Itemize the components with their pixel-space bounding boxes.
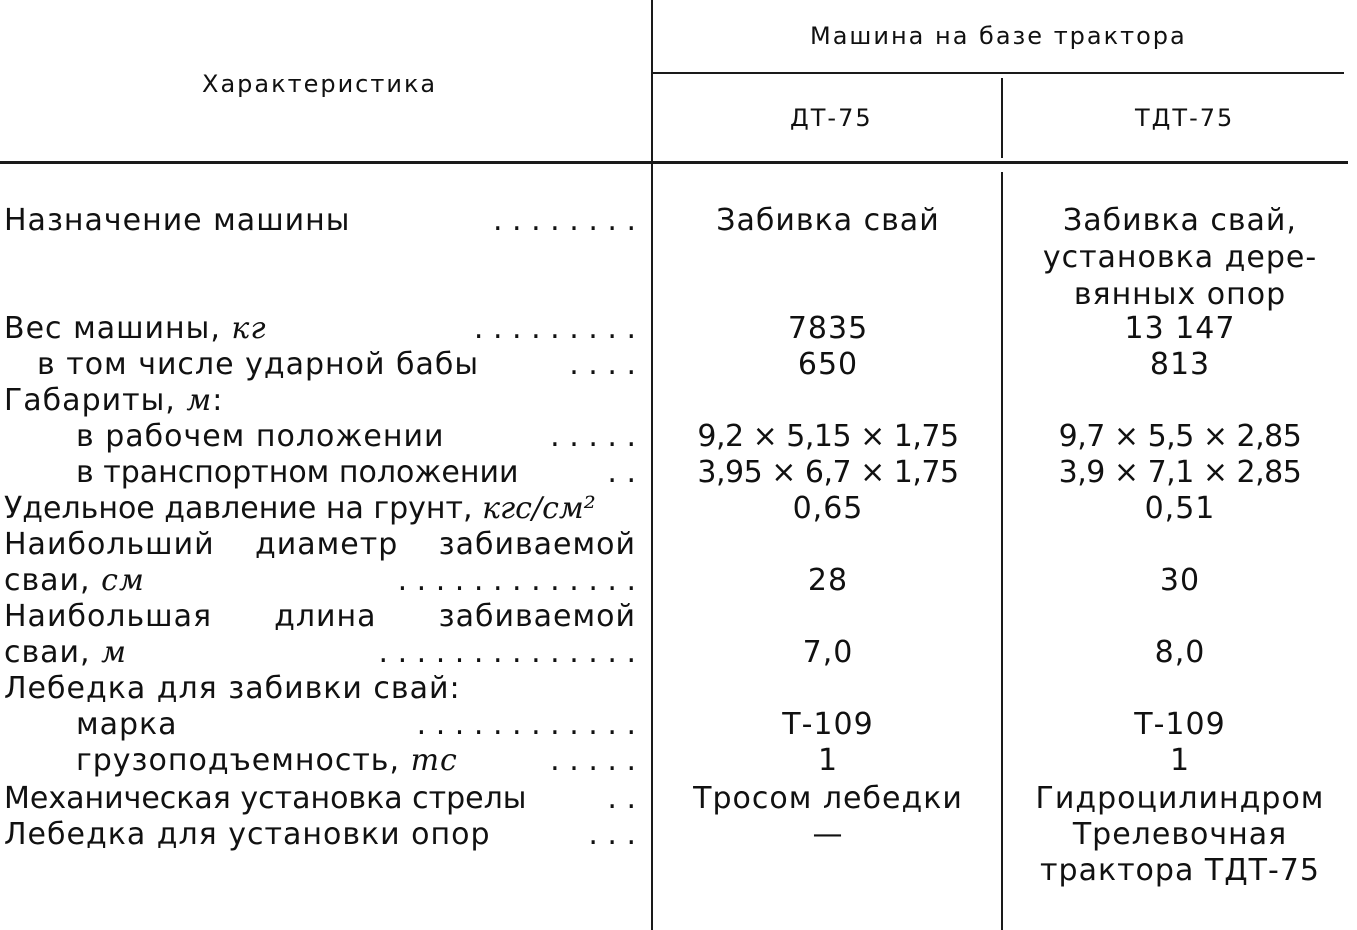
row-label: в рабочем положении . . . . . xyxy=(76,419,636,454)
row-value-tdt75: трактора ТДТ-75 xyxy=(1040,853,1320,888)
row-label: Вес машины, кг . . . . . . . . . xyxy=(4,311,636,346)
vertical-rule-columns-body xyxy=(1001,172,1003,930)
row-value-tdt75: Гидроцилиндром xyxy=(1035,781,1325,816)
row-label: сваи, м . . . . . . . . . . . . . . xyxy=(4,635,636,670)
row-value-dt75: 650 xyxy=(797,347,859,382)
row-value-tdt75: 9,7 × 5,5 × 2,85 xyxy=(1058,419,1302,454)
header-subdivider xyxy=(653,72,1344,74)
row-label: Лебедка для забивки свай: xyxy=(4,671,636,707)
row-value-tdt75: 13 147 xyxy=(1124,311,1236,346)
row-value-tdt75: 813 xyxy=(1149,347,1211,382)
row-value-tdt75: Т-109 xyxy=(1134,707,1226,742)
row-value-tdt75: 8,0 xyxy=(1154,635,1206,670)
header-characteristic: Характеристика xyxy=(202,70,438,98)
row-label: Габариты, м: xyxy=(4,383,636,419)
row-value-tdt75: Трелевочная xyxy=(1072,817,1288,852)
row-value-dt75: 1 xyxy=(817,743,839,778)
row-label: в транспортном положении . . xyxy=(76,455,636,490)
row-label: сваи, см . . . . . . . . . . . . . xyxy=(4,563,636,598)
header-column-tdt75: ТДТ-75 xyxy=(1135,104,1235,132)
row-value-tdt75: 30 xyxy=(1159,563,1201,598)
header-bottom-rule xyxy=(0,161,1348,164)
row-label: Механическая установка стрелы . . xyxy=(4,781,636,816)
row-value-dt75: 0,65 xyxy=(792,491,864,526)
header-column-dt75: ДТ-75 xyxy=(790,104,873,132)
row-label: Лебедка для установки опор . . . xyxy=(4,817,636,852)
row-label: Наибольшая длина забиваемой xyxy=(4,599,636,634)
row-value-dt75: Забивка свай xyxy=(716,203,940,238)
header-group: Машина на базе трактора xyxy=(810,22,1187,50)
row-value-dt75: Тросом лебедки xyxy=(693,781,963,816)
row-value-tdt75: установка дере- xyxy=(1042,240,1318,275)
row-label: в том числе ударной бабы . . . . xyxy=(37,347,636,382)
row-label: марка . . . . . . . . . . . . xyxy=(76,707,636,742)
vertical-rule-main xyxy=(651,0,653,930)
row-value-tdt75: 3,9 × 7,1 × 2,85 xyxy=(1058,455,1302,490)
row-label: Наибольший диаметр забиваемой xyxy=(4,527,636,562)
row-value-dt75: — xyxy=(812,817,844,852)
row-value-dt75: 7835 xyxy=(787,311,869,346)
row-value-dt75: 7,0 xyxy=(802,635,854,670)
row-value-tdt75: 0,51 xyxy=(1144,491,1216,526)
row-value-tdt75: вянных опор xyxy=(1073,277,1287,312)
row-value-dt75: 9,2 × 5,15 × 1,75 xyxy=(697,419,959,454)
row-label: грузоподъемность, тс . . . . . xyxy=(76,743,636,778)
row-value-tdt75: Забивка свай, xyxy=(1063,203,1297,238)
row-value-dt75: 28 xyxy=(807,563,849,598)
row-label: Назначение машины . . . . . . . . xyxy=(4,203,636,238)
row-value-dt75: Т-109 xyxy=(782,707,874,742)
row-label: Удельное давление на грунт, кгс/см² xyxy=(4,491,636,527)
row-value-dt75: 3,95 × 6,7 × 1,75 xyxy=(697,455,959,490)
vertical-rule-columns xyxy=(1001,78,1003,158)
row-value-tdt75: 1 xyxy=(1169,743,1191,778)
